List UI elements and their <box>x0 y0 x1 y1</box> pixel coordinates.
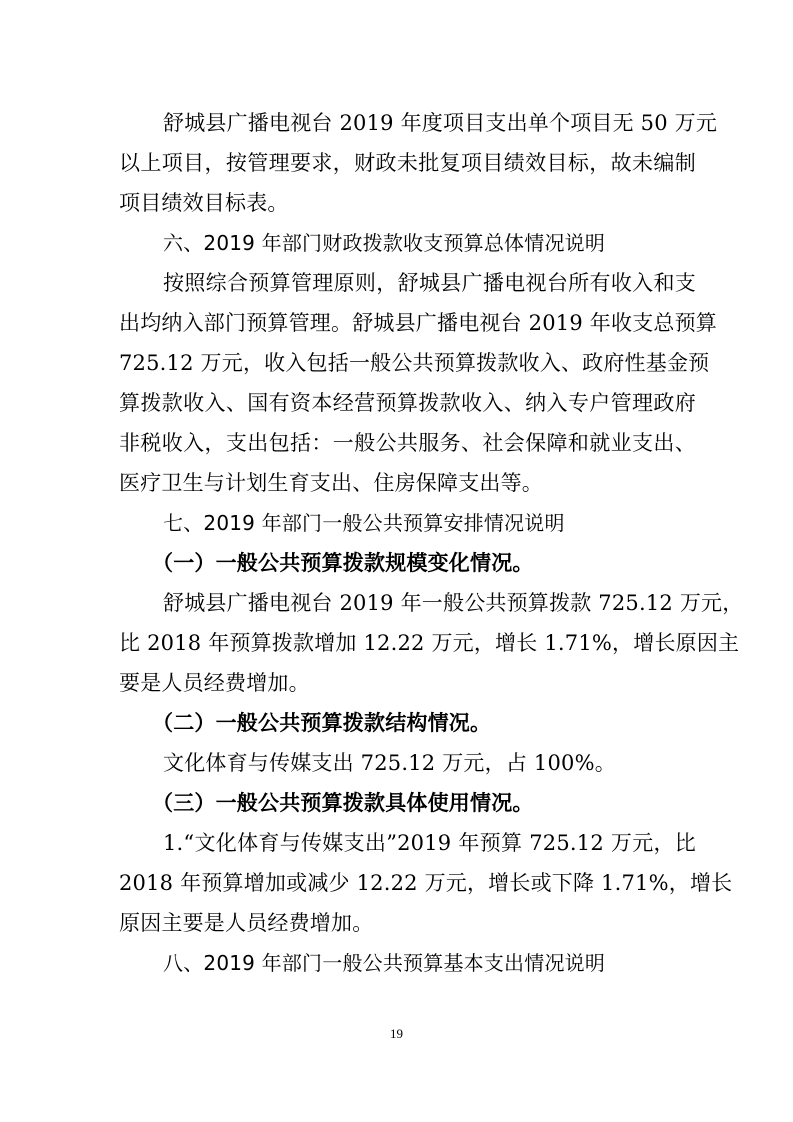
section-heading-six: 六、2019 年部门财政拨款收支预算总体情况说明 <box>163 231 606 255</box>
subsection-heading-three: （三）一般公共预算拨款具体使用情况。 <box>152 790 534 815</box>
body-text-line: 2018 年预算增加或减少 12.22 万元，增长或下降 1.71%，增长 <box>119 871 733 895</box>
body-text-line: 舒城县广播电视台 2019 年一般公共预算拨款 725.12 万元， <box>163 591 744 615</box>
body-text-line: 原因主要是人员经费增加。 <box>119 911 374 935</box>
section-heading-eight: 八、2019 年部门一般公共预算基本支出情况说明 <box>163 951 606 975</box>
body-text-line: 医疗卫生与计划生育支出、住房保障支出等。 <box>119 471 543 495</box>
subsection-heading-two: （二）一般公共预算拨款结构情况。 <box>152 710 492 735</box>
body-text-line: 725.12 万元，收入包括一般公共预算拨款收入、政府性基金预 <box>119 351 710 375</box>
body-text-line: 出均纳入部门预算管理。舒城县广播电视台 2019 年收支总预算 <box>119 311 717 335</box>
body-text-line: 文化体育与传媒支出 725.12 万元，占 100%。 <box>163 751 616 775</box>
body-text-line: 以上项目，按管理要求，财政未批复项目绩效目标，故未编制 <box>119 151 696 175</box>
body-text-line: 算拨款收入、国有资本经营预算拨款收入、纳入专户管理政府 <box>119 391 696 415</box>
body-text-line: 项目绩效目标表。 <box>119 191 289 215</box>
page-number: 19 <box>390 1026 403 1041</box>
section-heading-seven: 七、2019 年部门一般公共预算安排情况说明 <box>163 511 565 535</box>
body-text-line: 按照综合预算管理原则，舒城县广播电视台所有收入和支 <box>163 271 696 295</box>
body-text-line: 1.“文化体育与传媒支出”2019 年预算 725.12 万元，比 <box>163 831 696 855</box>
body-text-line: 比 2018 年预算拨款增加 12.22 万元，增长 1.71%，增长原因主 <box>119 631 740 655</box>
body-text-line: 舒城县广播电视台 2019 年度项目支出单个项目无 50 万元 <box>163 111 718 135</box>
body-text-line: 非税收入，支出包括：一般公共服务、社会保障和就业支出、 <box>119 431 696 455</box>
subsection-heading-one: （一）一般公共预算拨款规模变化情况。 <box>152 550 534 575</box>
body-text-line: 要是人员经费增加。 <box>119 671 310 695</box>
